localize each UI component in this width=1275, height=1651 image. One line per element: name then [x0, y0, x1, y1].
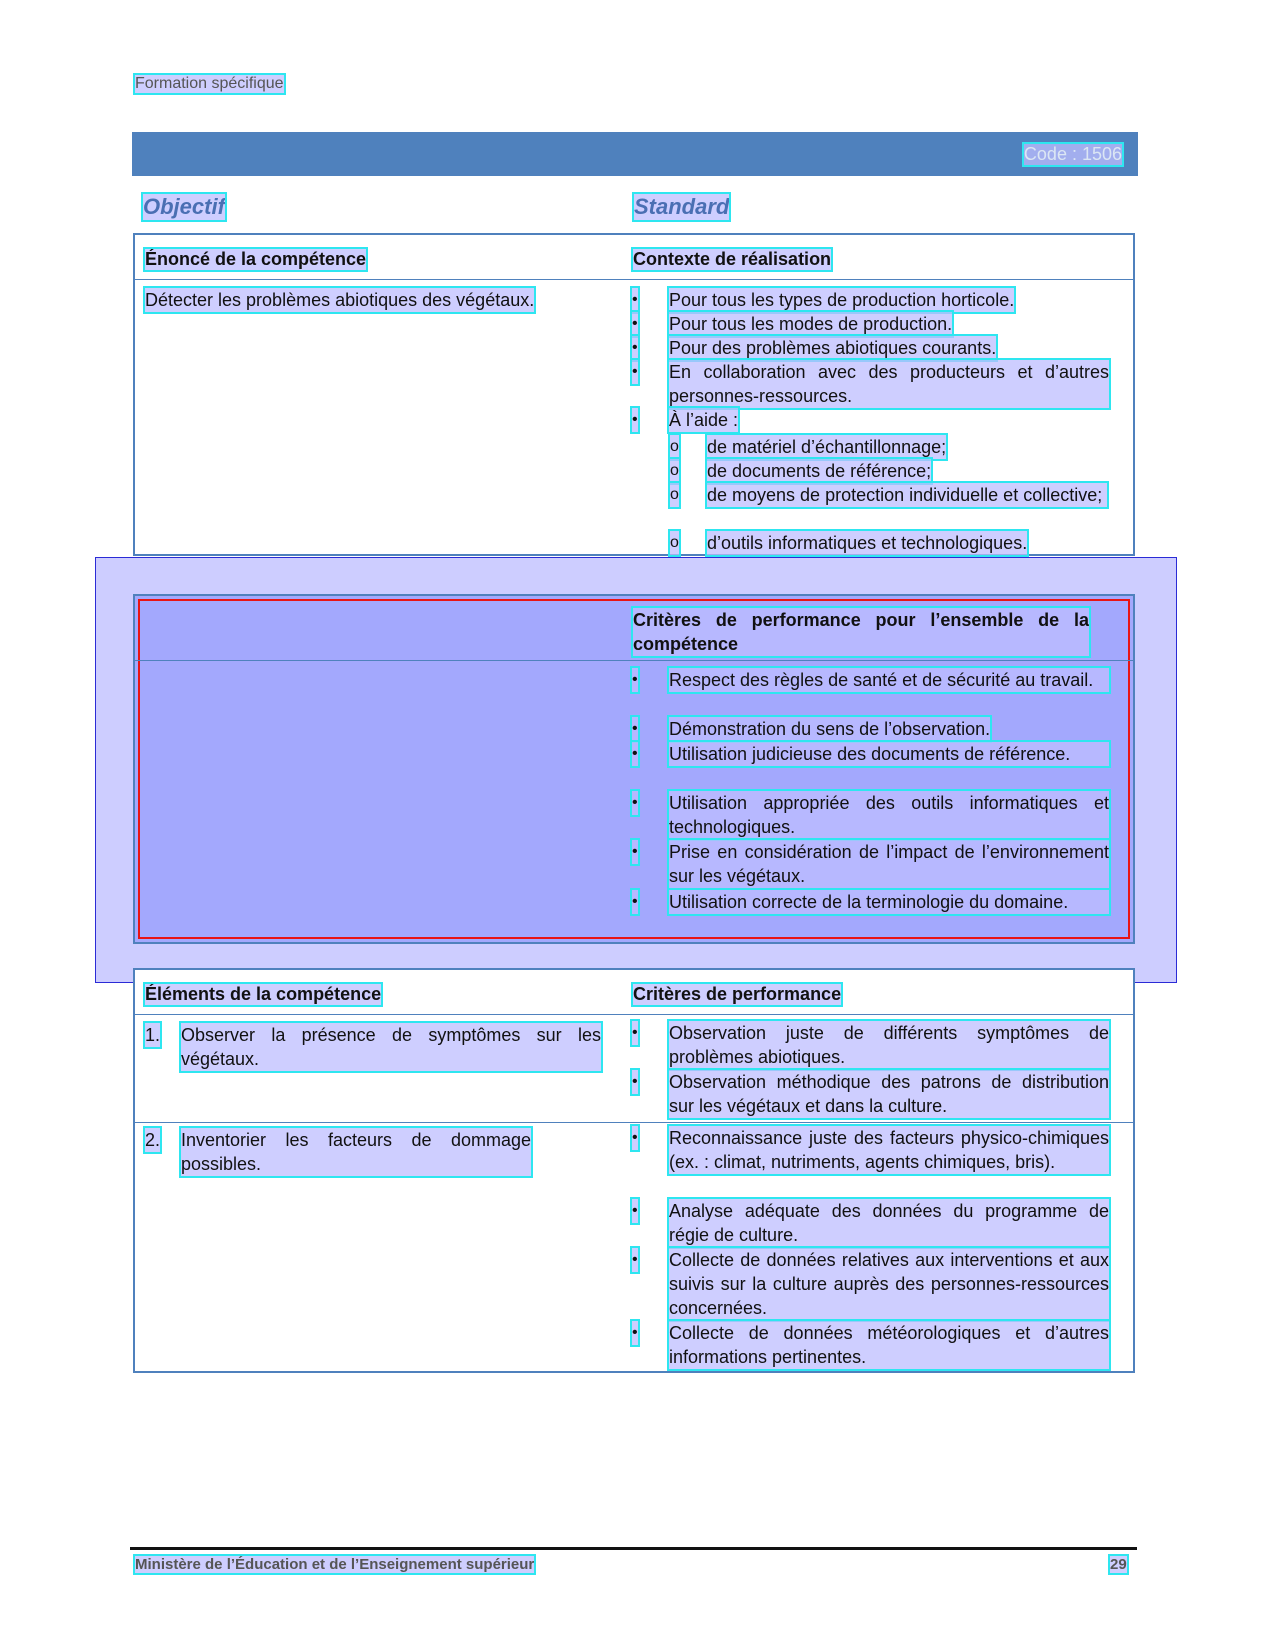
table-header — [135, 235, 1133, 280]
list-item: Observation juste de différents symptômes de problèmes abiotiques. — [669, 1023, 1109, 1067]
list-item: Pour tous les modes de production. — [669, 314, 953, 334]
list-item: Prise en considération de l’impact de l’environnement sur les végétaux. — [669, 842, 1109, 886]
list-item: Pour des problèmes abiotiques courants. — [669, 338, 997, 358]
elements-column-title: Éléments de la compétence — [145, 984, 382, 1004]
sub-bullet-icon: o — [670, 483, 679, 507]
list-item: Collecte de données météorologiques et d’autres informations pertinentes. — [669, 1323, 1109, 1367]
list-item: Reconnaissance juste des facteurs physico-chimiques (ex. : climat, nutriments, agents chimiques, bris). — [669, 1128, 1109, 1172]
criteria-column-title: Critères de performance — [633, 984, 842, 1004]
bullet-icon: • — [632, 1070, 638, 1094]
bullet-icon: • — [632, 668, 638, 692]
sub-bullet-icon: o — [670, 459, 679, 483]
competence-context-table — [133, 233, 1135, 556]
bullet-icon: • — [632, 288, 638, 312]
bullet-icon: • — [632, 360, 638, 384]
list-item: Démonstration du sens de l’observation. — [669, 719, 991, 739]
list-item: Collecte de données relatives aux interventions et aux suivis sur la culture auprès des personnes-ressources concernées. — [669, 1250, 1109, 1318]
bullet-icon: • — [632, 1248, 638, 1272]
contexte-column-title: Contexte de réalisation — [633, 249, 832, 269]
running-title: Formation spécifique — [135, 75, 284, 92]
bullet-icon: • — [632, 1021, 638, 1045]
enonce-column-title: Énoncé de la compétence — [145, 249, 367, 269]
bullet-icon: • — [632, 312, 638, 336]
sub-list-item: de matériel d’échantillonnage; — [707, 437, 947, 457]
bullet-icon: • — [632, 742, 638, 766]
list-item: En collaboration avec des producteurs et d’autres personnes-ressources. — [669, 362, 1109, 406]
footer-ministry: Ministère de l’Éducation et de l’Enseignement supérieur — [135, 1556, 535, 1573]
sub-list-item: de moyens de protection individuelle et collective; — [707, 483, 1107, 507]
bullet-icon: • — [632, 791, 638, 815]
sub-list-item: de documents de référence; — [707, 461, 932, 481]
bullet-icon: • — [632, 408, 638, 432]
element-number: 2. — [145, 1130, 161, 1150]
bullet-icon: • — [632, 1126, 638, 1150]
list-item: Utilisation judicieuse des documents de référence. — [669, 742, 1109, 766]
element-number: 1. — [145, 1025, 161, 1045]
element-text: Observer la présence de symptômes sur les végétaux. — [181, 1025, 601, 1069]
bullet-icon: • — [632, 890, 638, 914]
elements-criteria-table — [133, 968, 1135, 1373]
page-number: 29 — [1110, 1556, 1127, 1573]
list-item: Respect des règles de santé et de sécurité au travail. — [669, 668, 1109, 692]
bullet-icon: • — [632, 717, 638, 741]
row-divider — [135, 1122, 1133, 1123]
competence-statement: Détecter les problèmes abiotiques des végétaux. — [145, 290, 535, 310]
sub-bullet-icon: o — [670, 435, 679, 459]
bullet-icon: • — [632, 1321, 638, 1345]
global-criteria-table — [133, 594, 1135, 944]
bullet-icon: • — [632, 336, 638, 360]
sub-list-item: d’outils informatiques et technologiques. — [707, 533, 1028, 553]
list-item: Analyse adéquate des données du programme de régie de culture. — [669, 1201, 1109, 1245]
bullet-icon: • — [632, 1199, 638, 1223]
competency-code: Code : 1506 — [1023, 144, 1122, 164]
footer-rule — [130, 1547, 1137, 1550]
list-item: À l’aide : — [669, 410, 739, 430]
code-bar — [132, 132, 1138, 176]
bullet-icon: • — [632, 840, 638, 864]
list-item: Pour tous les types de production horticole. — [669, 290, 1015, 310]
list-item: Utilisation appropriée des outils informatiques et technologiques. — [669, 793, 1109, 837]
header-divider — [135, 660, 1133, 661]
list-item: Utilisation correcte de la terminologie du domaine. — [669, 890, 1109, 914]
global-criteria-title: Critères de performance pour l’ensemble de la compétence — [633, 610, 1089, 654]
standard-heading: Standard — [634, 194, 730, 219]
element-text: Inventorier les facteurs de dommage possibles. — [181, 1130, 531, 1174]
table-header — [135, 970, 1133, 1015]
objectif-heading: Objectif — [143, 194, 225, 219]
list-item: Observation méthodique des patrons de distribution sur les végétaux et dans la culture. — [669, 1072, 1109, 1116]
sub-bullet-icon: o — [670, 531, 679, 555]
